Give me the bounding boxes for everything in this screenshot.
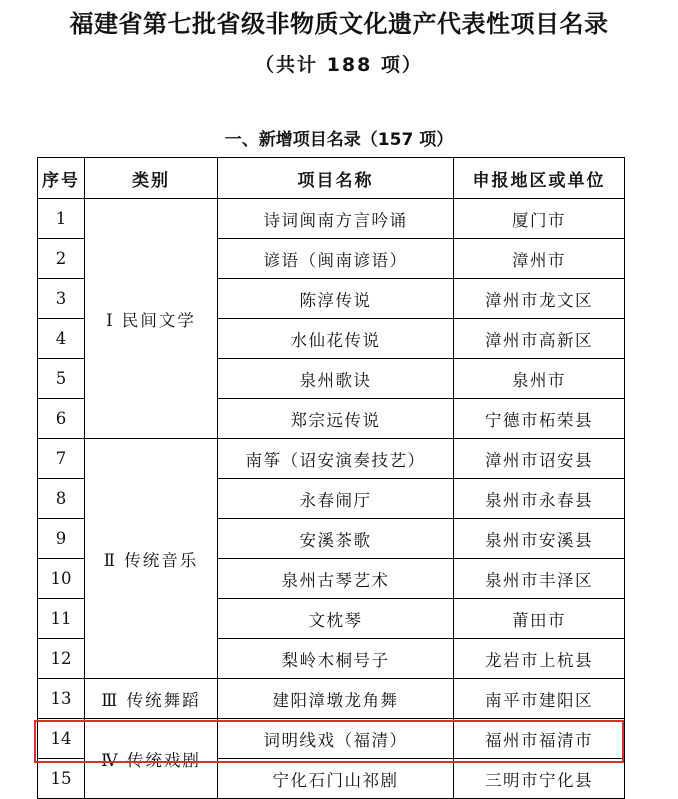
row-region: 泉州市 <box>454 359 625 399</box>
row-region: 漳州市高新区 <box>454 319 625 359</box>
table-row <box>38 679 625 719</box>
row-no: 8 <box>38 479 85 519</box>
row-no: 14 <box>38 719 85 759</box>
row-project-name: 泉州古琴艺术 <box>218 559 454 599</box>
row-region: 厦门市 <box>454 199 625 239</box>
row-region: 泉州市丰泽区 <box>454 559 625 599</box>
row-no: 13 <box>38 679 85 719</box>
row-region: 泉州市安溪县 <box>454 519 625 559</box>
row-no: 5 <box>38 359 85 399</box>
row-project-name: 建阳漳墩龙角舞 <box>218 679 454 719</box>
row-project-name: 文枕琴 <box>218 599 454 639</box>
row-project-name: 梨岭木桐号子 <box>218 639 454 679</box>
row-region: 漳州市诏安县 <box>454 439 625 479</box>
row-no: 15 <box>38 759 85 799</box>
heritage-list-table <box>37 157 625 799</box>
header-region: 申报地区或单位 <box>454 158 625 199</box>
row-project-name: 安溪茶歌 <box>218 519 454 559</box>
row-project-name: 永春闹厅 <box>218 479 454 519</box>
row-region: 三明市宁化县 <box>454 759 625 799</box>
header-no: 序号 <box>38 158 85 199</box>
row-region: 泉州市永春县 <box>454 479 625 519</box>
row-no: 10 <box>38 559 85 599</box>
row-no: 2 <box>38 239 85 279</box>
row-region: 漳州市 <box>454 239 625 279</box>
row-project-name: 泉州歌诀 <box>218 359 454 399</box>
row-region: 莆田市 <box>454 599 625 639</box>
row-project-name: 陈淳传说 <box>218 279 454 319</box>
header-category: 类别 <box>85 158 218 199</box>
document-title: 福建省第七批省级非物质文化遗产代表性项目名录 <box>69 10 609 38</box>
row-project-name: 南筝（诏安演奏技艺） <box>218 439 454 479</box>
row-region: 宁德市柘荣县 <box>454 399 625 439</box>
category-cell: Ⅳ 传统戏剧 <box>85 719 218 799</box>
row-no: 11 <box>38 599 85 639</box>
row-region: 福州市福清市 <box>454 719 625 759</box>
row-no: 9 <box>38 519 85 559</box>
row-region: 漳州市龙文区 <box>454 279 625 319</box>
header-project-name: 项目名称 <box>218 158 454 199</box>
row-no: 7 <box>38 439 85 479</box>
category-cell: Ⅲ 传统舞蹈 <box>85 679 218 719</box>
row-project-name: 宁化石门山祁剧 <box>218 759 454 799</box>
row-no: 12 <box>38 639 85 679</box>
row-project-name: 词明线戏（福清） <box>218 719 454 759</box>
table-row <box>38 719 625 759</box>
row-region: 龙岩市上杭县 <box>454 639 625 679</box>
table-row <box>38 199 625 239</box>
row-no: 6 <box>38 399 85 439</box>
row-no: 1 <box>38 199 85 239</box>
row-no: 4 <box>38 319 85 359</box>
row-project-name: 谚语（闽南谚语） <box>218 239 454 279</box>
row-project-name: 郑宗远传说 <box>218 399 454 439</box>
category-cell: Ⅰ 民间文学 <box>85 199 218 439</box>
row-region: 南平市建阳区 <box>454 679 625 719</box>
table-header-row <box>38 158 625 199</box>
section-heading: 一、新增项目名录（157 项） <box>224 130 454 150</box>
document-subtitle: （共计 188 项） <box>255 54 423 76</box>
row-project-name: 诗词闽南方言吟诵 <box>218 199 454 239</box>
row-no: 3 <box>38 279 85 319</box>
category-cell: Ⅱ 传统音乐 <box>85 439 218 679</box>
table-row <box>38 439 625 479</box>
row-project-name: 水仙花传说 <box>218 319 454 359</box>
